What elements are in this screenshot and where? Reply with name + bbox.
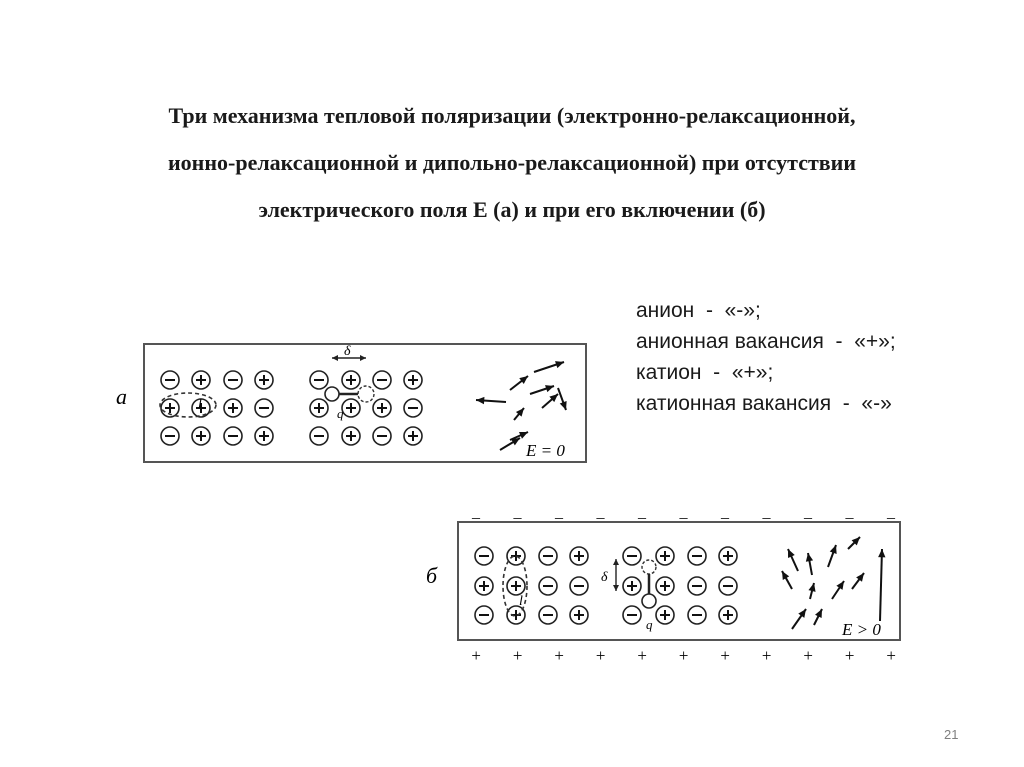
- title-line-3: электрического поля E (а) и при его включении (б): [258, 197, 766, 222]
- negative-charge: _: [679, 505, 688, 521]
- minus-ion-icon: [623, 606, 641, 624]
- minus-ion-icon: [373, 427, 391, 445]
- plus-ion-icon: [656, 606, 674, 624]
- minus-ion-icon: [475, 606, 493, 624]
- positive-charge: +: [511, 646, 524, 665]
- diagram-b-field-on: [420, 505, 910, 673]
- positive-charge: +: [760, 646, 773, 665]
- delta-arrowhead-left: [332, 355, 338, 361]
- plus-ion-icon: [192, 371, 210, 389]
- diagram-a-q-label: q: [337, 406, 344, 421]
- page-number: 21: [944, 727, 959, 742]
- minus-ion-icon: [688, 606, 706, 624]
- delta-arrowhead-top: [613, 559, 619, 565]
- legend-item-cation: катион - «+»;: [636, 361, 774, 384]
- title-line-1: Три механизма тепловой поляризации (электронно-релаксационной,: [168, 103, 856, 128]
- bottom-charges: [470, 646, 896, 665]
- title-line-2: ионно-релаксационной и дипольно-релаксационной) при отсутствии: [167, 150, 856, 175]
- negative-charge: _: [721, 505, 729, 521]
- plus-ion-icon: [255, 427, 273, 445]
- diagram-a-dipoles: [476, 361, 567, 450]
- plus-ion-icon: [475, 577, 493, 595]
- legend-item-anion-vacancy: анионная вакансия - «+»;: [636, 330, 896, 353]
- diagram-b-delta-label: δ: [601, 570, 608, 585]
- plus-ion-icon: [342, 399, 360, 417]
- plus-ion-icon: [342, 371, 360, 389]
- dipole-arrow-icon: [510, 376, 528, 390]
- dipole-arrow-icon: [542, 394, 558, 408]
- dipole-arrow-icon: [814, 609, 822, 625]
- negative-charge: _: [596, 505, 605, 521]
- plus-ion-icon: [656, 577, 674, 595]
- negative-charge: _: [513, 505, 522, 521]
- ion-circle: [642, 594, 656, 608]
- negative-charge: _: [638, 505, 646, 521]
- negative-charge: _: [804, 505, 812, 521]
- dipole-arrow-icon: [514, 408, 524, 420]
- diagram-b-ions: [475, 547, 737, 624]
- minus-ion-icon: [373, 371, 391, 389]
- minus-ion-icon: [310, 427, 328, 445]
- negative-charge: _: [845, 505, 854, 521]
- dipole-arrow-icon: [852, 573, 864, 589]
- delta-arrowhead-right: [360, 355, 366, 361]
- dipole-arrow-icon: [848, 537, 860, 549]
- minus-ion-icon: [570, 577, 588, 595]
- diagram-b-l-label: l: [519, 594, 523, 609]
- minus-ion-icon: [404, 399, 422, 417]
- positive-charge: +: [843, 646, 856, 665]
- positive-charge: +: [594, 646, 607, 665]
- negative-charge: _: [555, 505, 563, 521]
- minus-ion-icon: [539, 606, 557, 624]
- negative-charge: _: [887, 505, 895, 521]
- dipole-arrow-icon: [534, 361, 564, 372]
- dipole-arrow-icon: [792, 609, 806, 629]
- plus-ion-icon: [373, 399, 391, 417]
- plus-ion-icon: [255, 371, 273, 389]
- diagram-a-label: a: [116, 384, 127, 409]
- diagram-b-dipoles: [782, 537, 885, 629]
- positive-charge: +: [636, 646, 648, 665]
- dipole-arrow-icon: [878, 549, 885, 621]
- positive-charge: +: [719, 646, 731, 665]
- minus-ion-icon: [224, 371, 242, 389]
- dipole-arrow-icon: [806, 553, 813, 575]
- legend-item-cation-vacancy: катионная вакансия - «-»: [636, 392, 892, 415]
- minus-ion-icon: [161, 427, 179, 445]
- negative-charge: _: [762, 505, 771, 521]
- plus-ion-icon: [224, 399, 242, 417]
- negative-charge: _: [472, 505, 480, 521]
- minus-ion-icon: [310, 371, 328, 389]
- diagram-a-frame: [144, 344, 586, 462]
- vacancy-circle: [642, 560, 656, 574]
- diagram-a-field-label: E = 0: [526, 441, 565, 460]
- positive-charge: +: [802, 646, 814, 665]
- plus-ion-icon: [404, 427, 422, 445]
- dipole-arrow-icon: [828, 545, 837, 567]
- legend-item-anion: анион - «-»;: [636, 299, 761, 322]
- plus-ion-icon: [719, 547, 737, 565]
- dipole-arrow-icon: [788, 549, 798, 571]
- minus-ion-icon: [224, 427, 242, 445]
- positive-charge: +: [553, 646, 565, 665]
- diagram-b-label: б: [426, 563, 438, 588]
- ion-circle: [325, 387, 339, 401]
- diagram-b-q-label: q: [646, 617, 653, 632]
- top-charges: [471, 505, 896, 521]
- delta-arrowhead-bottom: [613, 585, 619, 591]
- minus-ion-icon: [688, 577, 706, 595]
- dipole-arrow-icon: [476, 397, 506, 404]
- plus-ion-icon: [310, 399, 328, 417]
- diagram-a-delta-label: δ: [344, 344, 351, 359]
- minus-ion-icon: [475, 547, 493, 565]
- slide-title: [60, 92, 964, 233]
- plus-ion-icon: [192, 427, 210, 445]
- vacancy-circle: [358, 386, 374, 402]
- legend: [636, 295, 896, 419]
- dipole-arrow-icon: [832, 581, 844, 599]
- plus-ion-icon: [656, 547, 674, 565]
- minus-ion-icon: [539, 547, 557, 565]
- plus-ion-icon: [507, 577, 525, 595]
- minus-ion-icon: [161, 371, 179, 389]
- dipole-arrow-icon: [782, 571, 792, 589]
- positive-charge: +: [885, 646, 897, 665]
- dipole-arrow-icon: [530, 385, 554, 394]
- minus-ion-icon: [623, 547, 641, 565]
- minus-ion-icon: [255, 399, 273, 417]
- plus-ion-icon: [719, 606, 737, 624]
- plus-ion-icon: [404, 371, 422, 389]
- plus-ion-icon: [570, 547, 588, 565]
- positive-charge: +: [470, 646, 482, 665]
- positive-charge: +: [677, 646, 690, 665]
- minus-ion-icon: [719, 577, 737, 595]
- plus-ion-icon: [623, 577, 641, 595]
- plus-ion-icon: [342, 427, 360, 445]
- dipole-arrow-icon: [558, 388, 567, 410]
- plus-ion-icon: [570, 606, 588, 624]
- dipole-arrow-icon: [808, 583, 815, 599]
- minus-ion-icon: [688, 547, 706, 565]
- diagram-a-no-field: [110, 338, 590, 468]
- diagram-b-field-label: E > 0: [842, 620, 881, 639]
- minus-ion-icon: [539, 577, 557, 595]
- diagram-a-l-label: l: [198, 397, 202, 412]
